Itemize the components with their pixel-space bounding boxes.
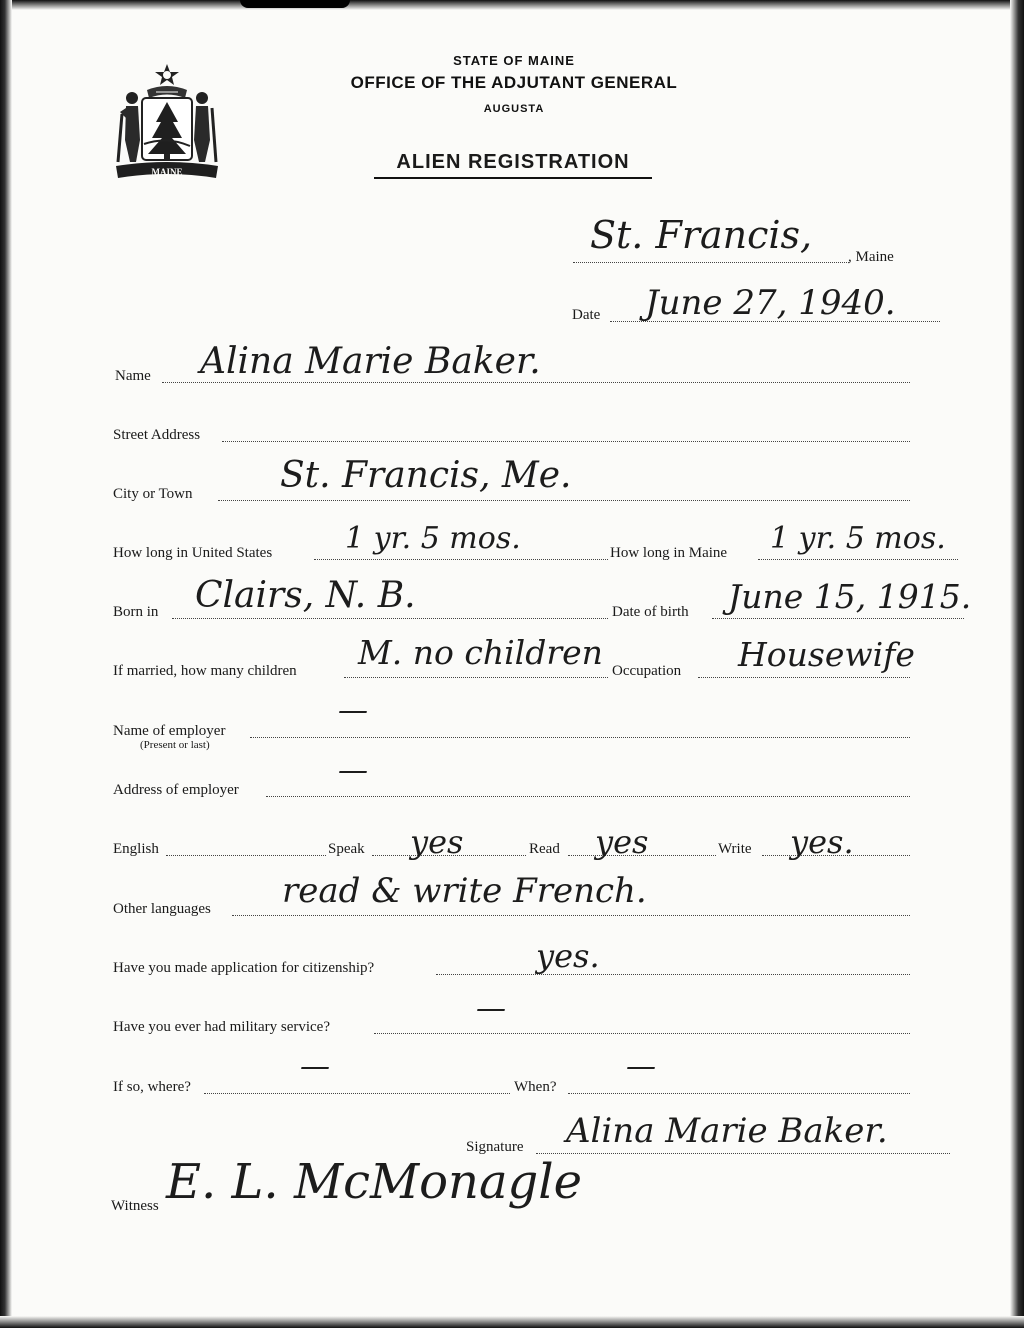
citizenship-value: yes. [536,937,600,975]
write-value: yes. [790,823,854,861]
employer-value: — [338,693,368,728]
military-value: — [476,991,506,1026]
born-label: Born in [113,604,159,620]
scan-notch [240,0,350,8]
military-label: Have you ever had military service? [113,1019,330,1035]
name-dots [162,382,910,383]
where-dots [204,1093,510,1094]
children-dots [344,677,608,678]
read-label: Read [529,841,560,857]
employer-address-label: Address of employer [113,782,239,798]
date-value: June 27, 1940. [645,283,896,323]
employer-sublabel: (Present or last) [140,739,210,751]
other-languages-value: read & write French. [282,871,647,911]
english-label: English [113,841,159,857]
employer-address-value: — [338,753,368,788]
when-dots [568,1093,910,1094]
born-dots [172,618,608,619]
write-label: Write [718,841,752,857]
where-value: — [300,1049,330,1084]
when-value: — [626,1049,656,1084]
other-languages-label: Other languages [113,901,211,917]
name-value: Alina Marie Baker. [200,341,541,382]
children-value: M. no children [358,633,603,672]
header-state: STATE OF MAINE [453,53,575,68]
city-label: City or Town [113,486,193,502]
form-title: ALIEN REGISTRATION [374,151,652,179]
occupation-value: Housewife [738,635,915,674]
citizenship-label: Have you made application for citizenship? [113,960,375,976]
speak-label: Speak [328,841,365,857]
seal-banner-text: MAINE [151,167,183,177]
military-dots [374,1033,910,1034]
header-office: OFFICE OF THE ADJUTANT GENERAL [350,73,678,92]
place-suffix: , Maine [848,249,894,265]
scan-edge-left [0,0,12,1328]
place-dots [573,262,849,263]
where-label: If so, where? [113,1079,191,1095]
dob-label: Date of birth [612,604,689,620]
read-value: yes [595,823,649,861]
dob-value: June 15, 1915. [728,577,972,616]
when-label: When? [514,1079,557,1095]
born-value: Clairs, N. B. [195,575,416,616]
us-duration-dots [314,559,608,560]
scan-edge-top [0,0,1024,10]
scan-edge-right [1010,0,1024,1328]
us-duration-label: How long in United States [113,545,273,561]
me-duration-label: How long in Maine [610,545,728,561]
street-dots [222,441,910,442]
speak-value: yes [410,823,464,861]
occupation-dots [698,677,910,678]
witness-label: Witness [111,1198,159,1214]
signature-dots [536,1153,950,1154]
english-dots [166,855,326,856]
scan-edge-bottom [0,1316,1024,1328]
city-value: St. Francis, Me. [280,455,572,496]
date-label: Date [572,307,601,323]
employer-address-dots [266,796,910,797]
name-label: Name [115,368,151,384]
citizenship-dots [436,974,910,975]
occupation-label: Occupation [612,663,682,679]
street-label: Street Address [113,427,201,443]
signature-value: Alina Marie Baker. [566,1111,888,1151]
children-label: If married, how many children [113,663,297,679]
header-city: AUGUSTA [483,103,545,115]
us-duration-value: 1 yr. 5 mos. [345,521,521,556]
place-value: St. Francis, [590,213,813,257]
employer-label: Name of employer [113,723,226,739]
me-duration-value: 1 yr. 5 mos. [770,521,946,556]
signature-label: Signature [466,1139,524,1155]
me-duration-dots [758,559,958,560]
other-languages-dots [232,915,910,916]
witness-value: E. L. McMonagle [166,1154,583,1210]
dob-dots [712,618,964,619]
employer-dots [250,737,910,738]
city-dots [218,500,910,501]
